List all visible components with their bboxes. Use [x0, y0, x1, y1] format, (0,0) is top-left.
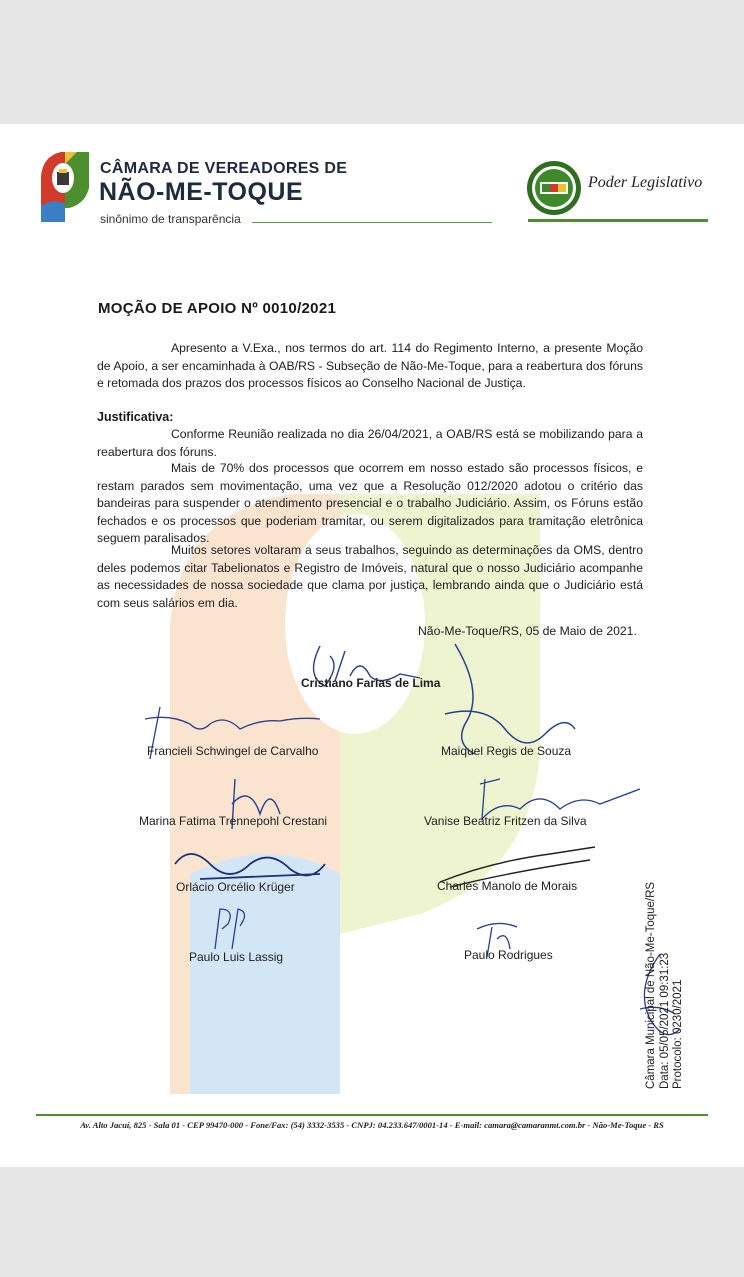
org-tagline: sinônimo de transparência	[100, 212, 241, 226]
author-name: Cristiano Farias de Lima	[301, 676, 441, 690]
protocol-stamp	[640, 869, 744, 1099]
paragraph-justification-2: Mais de 70% dos processos que ocorrem em nosso estado são processos físicos, e restam parados sem movimentação, uma vez que a Resolução 012/2020 adotou o critério das bandeiras para suspender o atendimento presencial e o trabalho Judiciário. Assim, os Fóruns estão fechados e os processos que poderiam tramitar, ou serem digitalizados para tramitação eletrônica seguem paralisados.	[97, 461, 643, 545]
org-name-line2: NÃO-ME-TOQUE	[99, 178, 304, 206]
header-rule-left	[252, 222, 492, 223]
protocol-line-1: Câmara Municipal de Não-Me-Toque/RS	[645, 881, 657, 1089]
paragraph-justification-3: Muitos setores voltaram a seus trabalhos, seguindo as determinações da OMS, dentro deles podemos citar Tabelionatos e Registro de Imóveis, natural que o nosso Judiciário acompanhe as necessidades de nossa sociedade que clama por justiça, lembrando ainda que o Judiciário está com seus salários em dia.	[97, 543, 643, 610]
place-date: Não-Me-Toque/RS, 05 de Maio de 2021.	[418, 624, 637, 638]
document-title: MOÇÃO DE APOIO Nº 0010/2021	[98, 300, 337, 317]
signature-7	[210, 904, 250, 954]
signatory-4-name: Vanise Beatriz Fritzen da Silva	[424, 814, 587, 828]
signatory-6-name: Charles Manolo de Morais	[437, 879, 578, 893]
paragraph-intro: Apresento a V.Exa., nos termos do art. 114 do Regimento Interno, a presente Moção de Apoio, a ser encaminhada à OAB/RS - Subseção de Não-Me-Toque, para a reabertura dos fóruns e retomada dos prazos dos processos físicos ao Conselho Nacional de Justiça.	[97, 341, 643, 390]
signatory-5-name: Orlácio Orcélio Krüger	[176, 880, 295, 894]
footer-rule	[36, 1114, 708, 1116]
chamber-logo	[35, 148, 91, 222]
org-name-line1: CÂMARA DE VEREADORES DE	[100, 160, 348, 177]
signatory-1-name: Francieli Schwingel de Carvalho	[147, 744, 319, 758]
legislative-seal-icon	[526, 160, 582, 216]
poder-legislativo-label: Poder Legislativo	[588, 174, 703, 191]
protocol-line-3: Protocolo: 0230/2021	[672, 979, 684, 1089]
protocol-line-2: Data: 05/05/2021 09:31:23	[658, 952, 671, 1089]
protocol-stamp-text	[645, 882, 686, 1089]
signature-1	[130, 699, 330, 769]
signatory-3-name: Marina Fatima Trennepohl Crestani	[139, 814, 328, 828]
footer-address: Av. Alto Jacuí, 825 - Sala 01 - CEP 99470-000 - Fone/Fax: (54) 3332-3535 - CNPJ: 04.233.647/0001-14 - E-mail: camara@camaranmt.com.br - Não-Me-Toque - RS	[80, 1120, 664, 1130]
header-rule-right	[528, 219, 708, 222]
signatory-2-name: Maiquel Regis de Souza	[441, 744, 572, 758]
signatory-7-name: Paulo Luis Lassig	[189, 950, 284, 964]
paragraph-justification-1: Conforme Reunião realizada no dia 26/04/2021, a OAB/RS está se mobilizando para a reabertura dos fóruns.	[97, 427, 643, 459]
justification-heading: Justificativa:	[97, 410, 174, 424]
document-page	[0, 124, 744, 1167]
signatory-8-name: Paulo Rodrigues	[464, 948, 553, 962]
